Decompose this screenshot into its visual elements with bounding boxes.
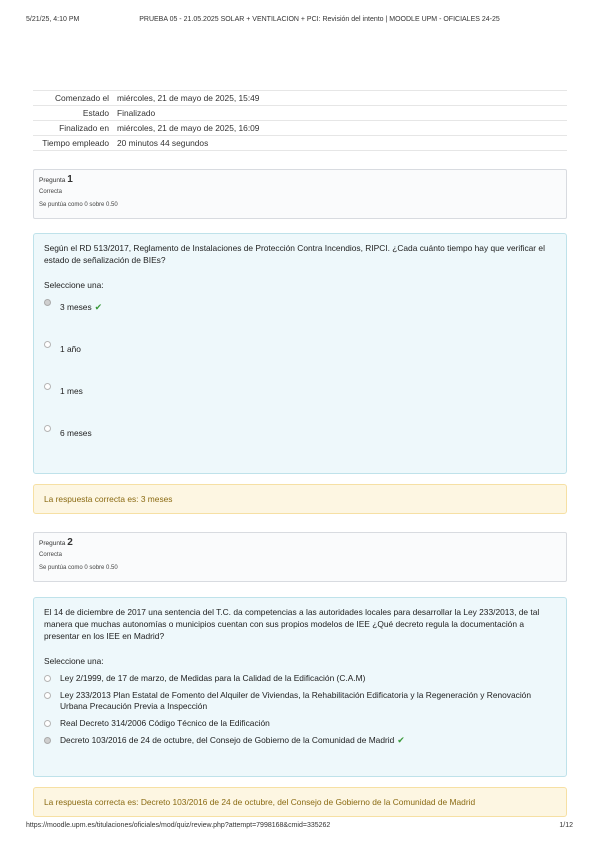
question-2-feedback: La respuesta correcta es: Decreto 103/2016 de 24 de octubre, del Consejo de Gobierno de la Comunidad de Madrid bbox=[33, 787, 567, 817]
question-1-feedback: La respuesta correcta es: 3 meses bbox=[33, 484, 567, 514]
print-title: PRUEBA 05 - 21.05.2025 SOLAR + VENTILACION + PCI: Revisión del intento | MOODLE UPM - OFICIALES 24-25 bbox=[139, 16, 500, 23]
summary-label: Comenzado el bbox=[54, 92, 109, 103]
print-footer bbox=[26, 822, 573, 834]
print-timestamp: 5/21/25, 4:10 PM bbox=[26, 16, 80, 23]
question-text: El 14 de diciembre de 2017 una sentencia del T.C. da competencias a las autoridades locales para desarrollar la Ley 233/2013, de tal manera que muchas autonomías o municipios cuentan con sus propios modelos de IEE ¿Qué decreto regula la documentación a presentar en los IEE en Madrid? bbox=[44, 607, 540, 641]
answer-options bbox=[44, 673, 556, 746]
question-number-value: 2 bbox=[67, 537, 73, 548]
summary-label: Finalizado en bbox=[59, 122, 109, 133]
summary-value: miércoles, 21 de mayo de 2025, 15:49 bbox=[117, 92, 260, 103]
answer-option-label: Decreto 103/2016 de 24 de octubre, del Consejo de Gobierno de la Comunidad de Madrid bbox=[60, 735, 395, 745]
answer-option-label: Real Decreto 314/2006 Código Técnico de la Edificación bbox=[60, 718, 270, 728]
print-header bbox=[26, 16, 573, 28]
summary-row-started bbox=[33, 91, 567, 106]
answer-option[interactable] bbox=[44, 297, 556, 339]
answer-option[interactable] bbox=[44, 735, 556, 746]
question-1-info bbox=[33, 169, 567, 219]
radio-button[interactable] bbox=[44, 341, 51, 348]
radio-button[interactable] bbox=[44, 737, 51, 744]
answer-option-label: 6 meses bbox=[60, 428, 92, 438]
question-number-value: 1 bbox=[67, 174, 73, 185]
summary-value: miércoles, 21 de mayo de 2025, 16:09 bbox=[117, 122, 260, 133]
answer-option[interactable] bbox=[44, 381, 556, 423]
question-grade: Se puntúa como 0 sobre 0.50 bbox=[39, 202, 118, 208]
question-grade: Se puntúa como 0 sobre 0.50 bbox=[39, 565, 118, 571]
answer-option[interactable] bbox=[44, 339, 556, 381]
summary-label: Tiempo empleado bbox=[42, 137, 109, 148]
question-number bbox=[39, 175, 561, 185]
radio-button[interactable] bbox=[44, 425, 51, 432]
answer-option[interactable] bbox=[44, 423, 556, 465]
question-1-formulation bbox=[33, 233, 567, 474]
radio-button[interactable] bbox=[44, 675, 51, 682]
answer-option-label: Ley 233/2013 Plan Estatal de Fomento del Alquiler de Viviendas, la Rehabilitación Edificatoria y la Regeneración y Renovación Urbana Precaución Previa a Inspección bbox=[60, 690, 531, 711]
page-number: 1/12 bbox=[559, 822, 573, 829]
question-state: Correcta bbox=[39, 189, 63, 195]
summary-row-time-taken bbox=[33, 136, 567, 151]
answer-option[interactable] bbox=[44, 690, 556, 712]
check-icon: ✔ bbox=[94, 302, 103, 312]
summary-value: 20 minutos 44 segundos bbox=[117, 137, 209, 148]
radio-button[interactable] bbox=[44, 692, 51, 699]
question-2-info bbox=[33, 532, 567, 582]
summary-value: Finalizado bbox=[117, 107, 156, 118]
radio-button[interactable] bbox=[44, 383, 51, 390]
answer-option-label: 3 meses bbox=[60, 302, 92, 312]
radio-button[interactable] bbox=[44, 720, 51, 727]
attempt-summary-table bbox=[33, 90, 567, 151]
answer-prompt: Seleccione una: bbox=[44, 280, 104, 290]
answer-option-label: Ley 2/1999, de 17 de marzo, de Medidas para la Calidad de la Edificación (C.A.M) bbox=[60, 673, 366, 683]
question-label: Pregunta bbox=[39, 540, 66, 547]
check-icon: ✔ bbox=[397, 735, 405, 745]
question-2-formulation bbox=[33, 597, 567, 777]
answer-option[interactable] bbox=[44, 673, 556, 684]
answer-option-label: 1 mes bbox=[60, 386, 83, 396]
summary-row-completed bbox=[33, 121, 567, 136]
answer-prompt: Seleccione una: bbox=[44, 656, 104, 666]
question-state: Correcta bbox=[39, 552, 63, 558]
answer-option[interactable] bbox=[44, 718, 556, 729]
radio-button[interactable] bbox=[44, 299, 51, 306]
question-label: Pregunta bbox=[39, 177, 66, 184]
summary-label: Estado bbox=[82, 107, 109, 118]
answer-options bbox=[44, 297, 556, 465]
print-url: https://moodle.upm.es/titulaciones/oficiales/mod/quiz/review.php?attempt=7998168&cmid=335262 bbox=[26, 822, 331, 829]
question-number bbox=[39, 538, 561, 548]
answer-option-label: 1 año bbox=[60, 344, 81, 354]
summary-row-state bbox=[33, 106, 567, 121]
question-text: Según el RD 513/2017, Reglamento de Instalaciones de Protección Contra Incendios, RIPCI. ¿Cada cuánto tiempo hay que verificar el estado de señalización de BIEs? bbox=[44, 243, 545, 265]
